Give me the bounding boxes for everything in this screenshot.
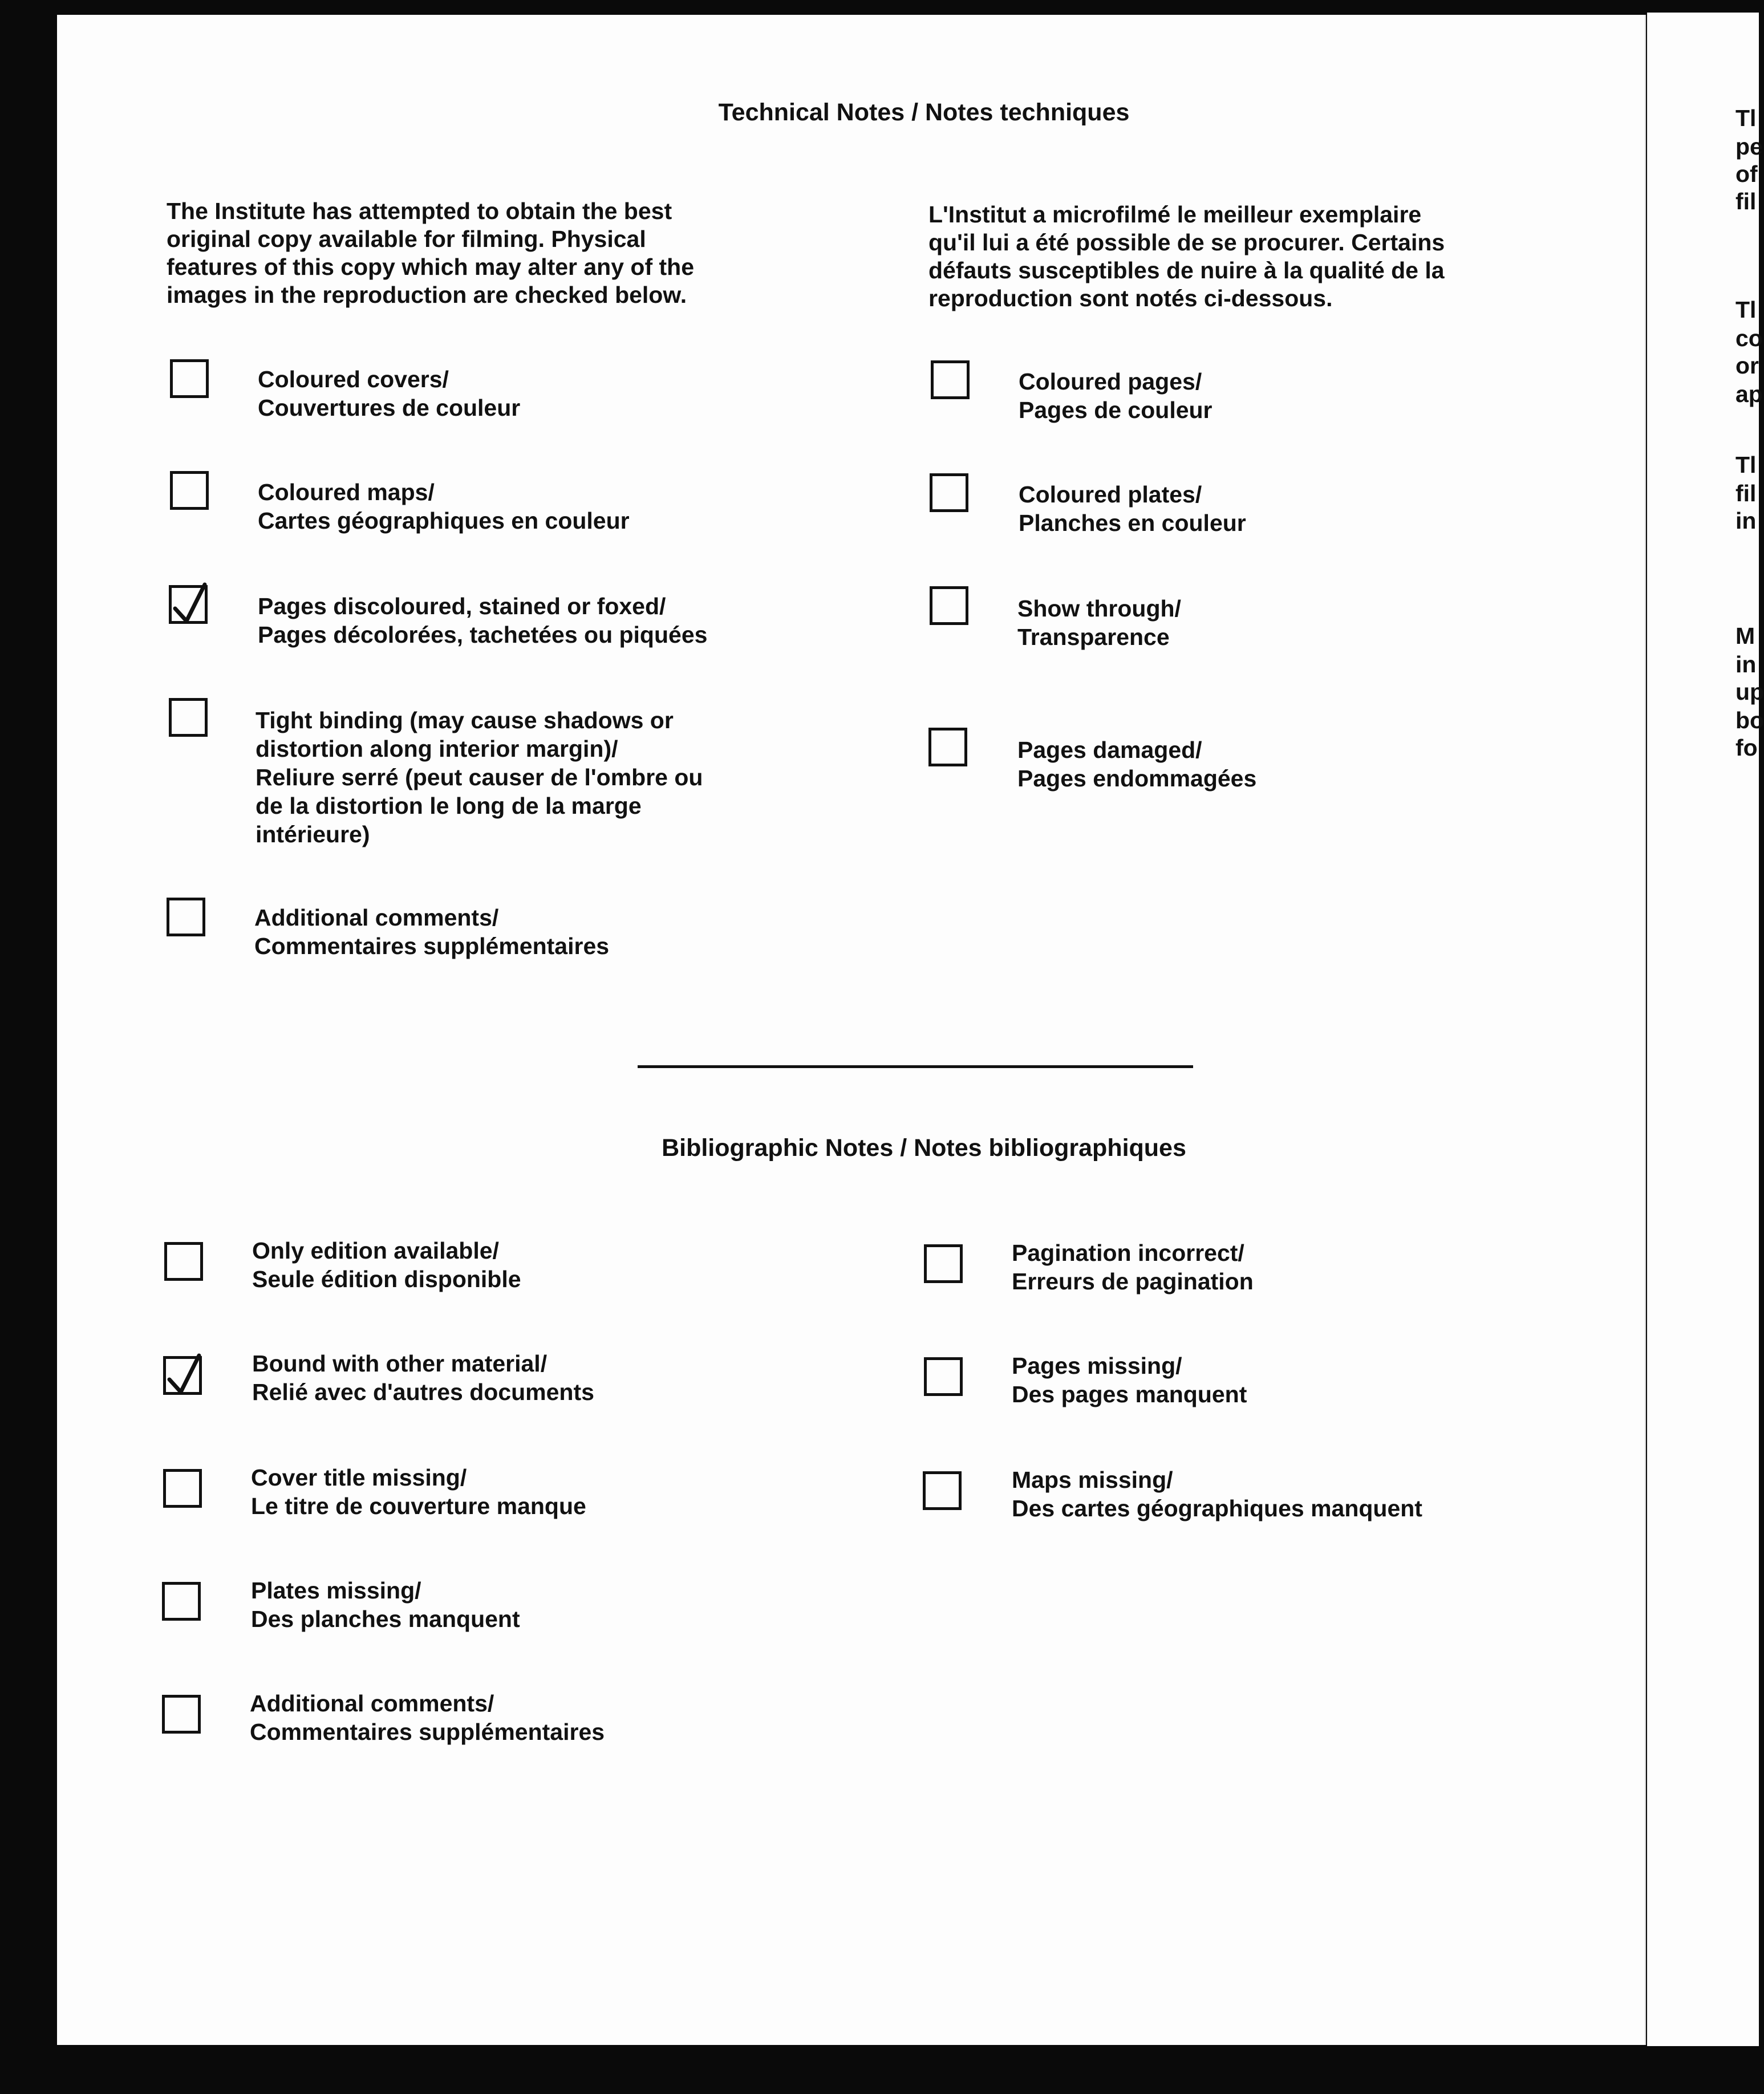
adjacent-fragment: fil xyxy=(1735,480,1757,506)
adjacent-fragment: Tl xyxy=(1735,452,1757,478)
option-label-fr: Des planches manquent xyxy=(251,1606,520,1632)
adjacent-page-edge xyxy=(1647,13,1764,2046)
option-label-fr: Couvertures de couleur xyxy=(258,395,521,421)
option-label-fr: Commentaires supplémentaires xyxy=(254,933,610,959)
intro-english-line: features of this copy which may alter any of the xyxy=(167,254,695,280)
adjacent-fragment: or xyxy=(1735,352,1759,379)
option-label-en: Plates missing/ xyxy=(251,1577,421,1604)
checkbox-coloured-covers[interactable] xyxy=(170,359,209,398)
option-label-fr: Commentaires supplémentaires xyxy=(250,1719,605,1745)
option-plates-missing xyxy=(251,1576,520,1633)
option-label-fr: Pages endommagées xyxy=(1017,765,1257,792)
checkbox-bibliographic-additional-comments[interactable] xyxy=(162,1695,201,1734)
intro-english xyxy=(167,197,694,309)
option-label-en: Pages missing/ xyxy=(1012,1353,1182,1379)
option-label-en: Cover title missing/ xyxy=(251,1464,467,1491)
checkbox-only-edition[interactable] xyxy=(164,1242,203,1281)
checkbox-coloured-plates[interactable] xyxy=(930,473,968,512)
option-cover-title-missing xyxy=(251,1463,586,1520)
option-technical-additional-comments xyxy=(254,903,609,960)
option-label-en: Tight binding (may cause shadows or xyxy=(256,707,674,733)
option-label-fr: intérieure) xyxy=(256,821,370,847)
option-label-en: Only edition available/ xyxy=(252,1237,499,1264)
option-coloured-covers xyxy=(258,365,520,422)
option-coloured-pages xyxy=(1019,367,1213,424)
checkbox-tight-binding[interactable] xyxy=(169,698,208,737)
bibliographic-notes-title: Bibliographic Notes / Notes bibliographiques xyxy=(662,1134,1186,1162)
option-coloured-maps xyxy=(258,478,630,535)
option-tight-binding xyxy=(256,706,703,849)
adjacent-fragment: in xyxy=(1735,651,1757,677)
section-divider xyxy=(638,1065,1193,1068)
option-label-en: Coloured covers/ xyxy=(258,366,449,392)
option-label-en: Show through/ xyxy=(1017,595,1181,622)
option-label-en: Coloured maps/ xyxy=(258,479,435,505)
option-only-edition xyxy=(252,1236,521,1293)
option-label-fr: Des pages manquent xyxy=(1012,1381,1247,1407)
adjacent-fragment: fo xyxy=(1735,734,1758,761)
option-bibliographic-additional-comments xyxy=(250,1689,605,1746)
adjacent-fragment: Tl xyxy=(1735,105,1757,131)
option-label-en: Bound with other material/ xyxy=(252,1350,548,1377)
adjacent-fragment: of xyxy=(1735,161,1758,187)
option-label-fr: Erreurs de pagination xyxy=(1012,1268,1254,1294)
checkbox-bound-with-other-material[interactable] xyxy=(163,1356,202,1395)
checkbox-coloured-maps[interactable] xyxy=(170,471,209,510)
checkbox-pages-damaged[interactable] xyxy=(928,728,967,766)
option-label-en: Additional comments/ xyxy=(250,1690,494,1716)
option-label-en: Coloured plates/ xyxy=(1019,481,1202,508)
option-label-en: Pages discoloured, stained or foxed/ xyxy=(258,593,666,619)
intro-french-line: reproduction sont notés ci-dessous. xyxy=(928,285,1333,311)
adjacent-fragment: bo xyxy=(1735,707,1764,733)
intro-english-line: images in the reproduction are checked below. xyxy=(167,282,687,308)
option-label-en: distortion along interior margin)/ xyxy=(256,736,618,762)
option-bound-with-other-material xyxy=(252,1349,594,1406)
adjacent-fragment: fil xyxy=(1735,188,1757,214)
adjacent-fragment: in xyxy=(1735,508,1757,534)
adjacent-fragment: M xyxy=(1735,623,1755,649)
option-label-fr: Cartes géographiques en couleur xyxy=(258,508,630,534)
option-label-fr: Planches en couleur xyxy=(1019,510,1246,536)
option-coloured-plates xyxy=(1019,480,1246,537)
adjacent-fragment: ap xyxy=(1735,381,1763,407)
option-label-fr: Seule édition disponible xyxy=(252,1266,521,1292)
option-pagination-incorrect xyxy=(1012,1239,1254,1296)
option-label-fr: Des cartes géographiques manquent xyxy=(1012,1495,1422,1521)
intro-english-line: original copy available for filming. Physical xyxy=(167,226,646,252)
option-label-en: Maps missing/ xyxy=(1012,1467,1173,1493)
checkbox-pages-missing[interactable] xyxy=(924,1357,963,1396)
checkbox-cover-title-missing[interactable] xyxy=(163,1469,202,1508)
option-maps-missing xyxy=(1012,1466,1422,1523)
adjacent-fragment: pe xyxy=(1735,133,1763,160)
intro-english-line: The Institute has attempted to obtain the best xyxy=(167,198,672,224)
option-label-fr: Transparence xyxy=(1017,624,1170,650)
intro-french-line: défauts susceptibles de nuire à la qualité de la xyxy=(928,257,1445,283)
option-label-fr: Relié avec d'autres documents xyxy=(252,1379,594,1405)
adjacent-fragment: Tl xyxy=(1735,297,1757,323)
checkbox-maps-missing[interactable] xyxy=(923,1471,962,1510)
option-label-en: Coloured pages/ xyxy=(1019,368,1202,395)
option-label-fr: de la distortion le long de la marge xyxy=(256,793,642,819)
checkbox-coloured-pages[interactable] xyxy=(931,360,970,399)
option-label-fr: Le titre de couverture manque xyxy=(251,1493,586,1519)
intro-french-line: qu'il lui a été possible de se procurer. Certains xyxy=(928,229,1445,255)
checkmark-icon xyxy=(164,1353,207,1400)
option-label-en: Additional comments/ xyxy=(254,904,499,931)
intro-french xyxy=(928,201,1445,313)
checkbox-technical-additional-comments[interactable] xyxy=(167,898,205,936)
option-pages-discoloured xyxy=(258,592,707,649)
adjacent-fragment: co xyxy=(1735,325,1763,351)
option-label-en: Pages damaged/ xyxy=(1017,737,1202,763)
option-label-fr: Reliure serré (peut causer de l'ombre ou xyxy=(256,764,703,790)
checkmark-icon xyxy=(169,582,213,629)
option-label-fr: Pages décolorées, tachetées ou piquées xyxy=(258,622,708,648)
technical-notes-page xyxy=(57,15,1646,2045)
technical-notes-title: Technical Notes / Notes techniques xyxy=(718,99,1130,126)
option-pages-missing xyxy=(1012,1352,1247,1409)
option-label-en: Pagination incorrect/ xyxy=(1012,1240,1244,1266)
option-label-fr: Pages de couleur xyxy=(1019,397,1213,423)
option-pages-damaged xyxy=(1017,736,1256,793)
checkbox-pages-discoloured[interactable] xyxy=(169,585,208,624)
checkbox-show-through[interactable] xyxy=(930,586,968,625)
checkbox-pagination-incorrect[interactable] xyxy=(924,1244,963,1283)
adjacent-fragment: up xyxy=(1735,679,1764,705)
option-show-through xyxy=(1017,594,1181,651)
intro-french-line: L'Institut a microfilmé le meilleur exemplaire xyxy=(928,201,1422,228)
checkbox-plates-missing[interactable] xyxy=(162,1582,201,1621)
